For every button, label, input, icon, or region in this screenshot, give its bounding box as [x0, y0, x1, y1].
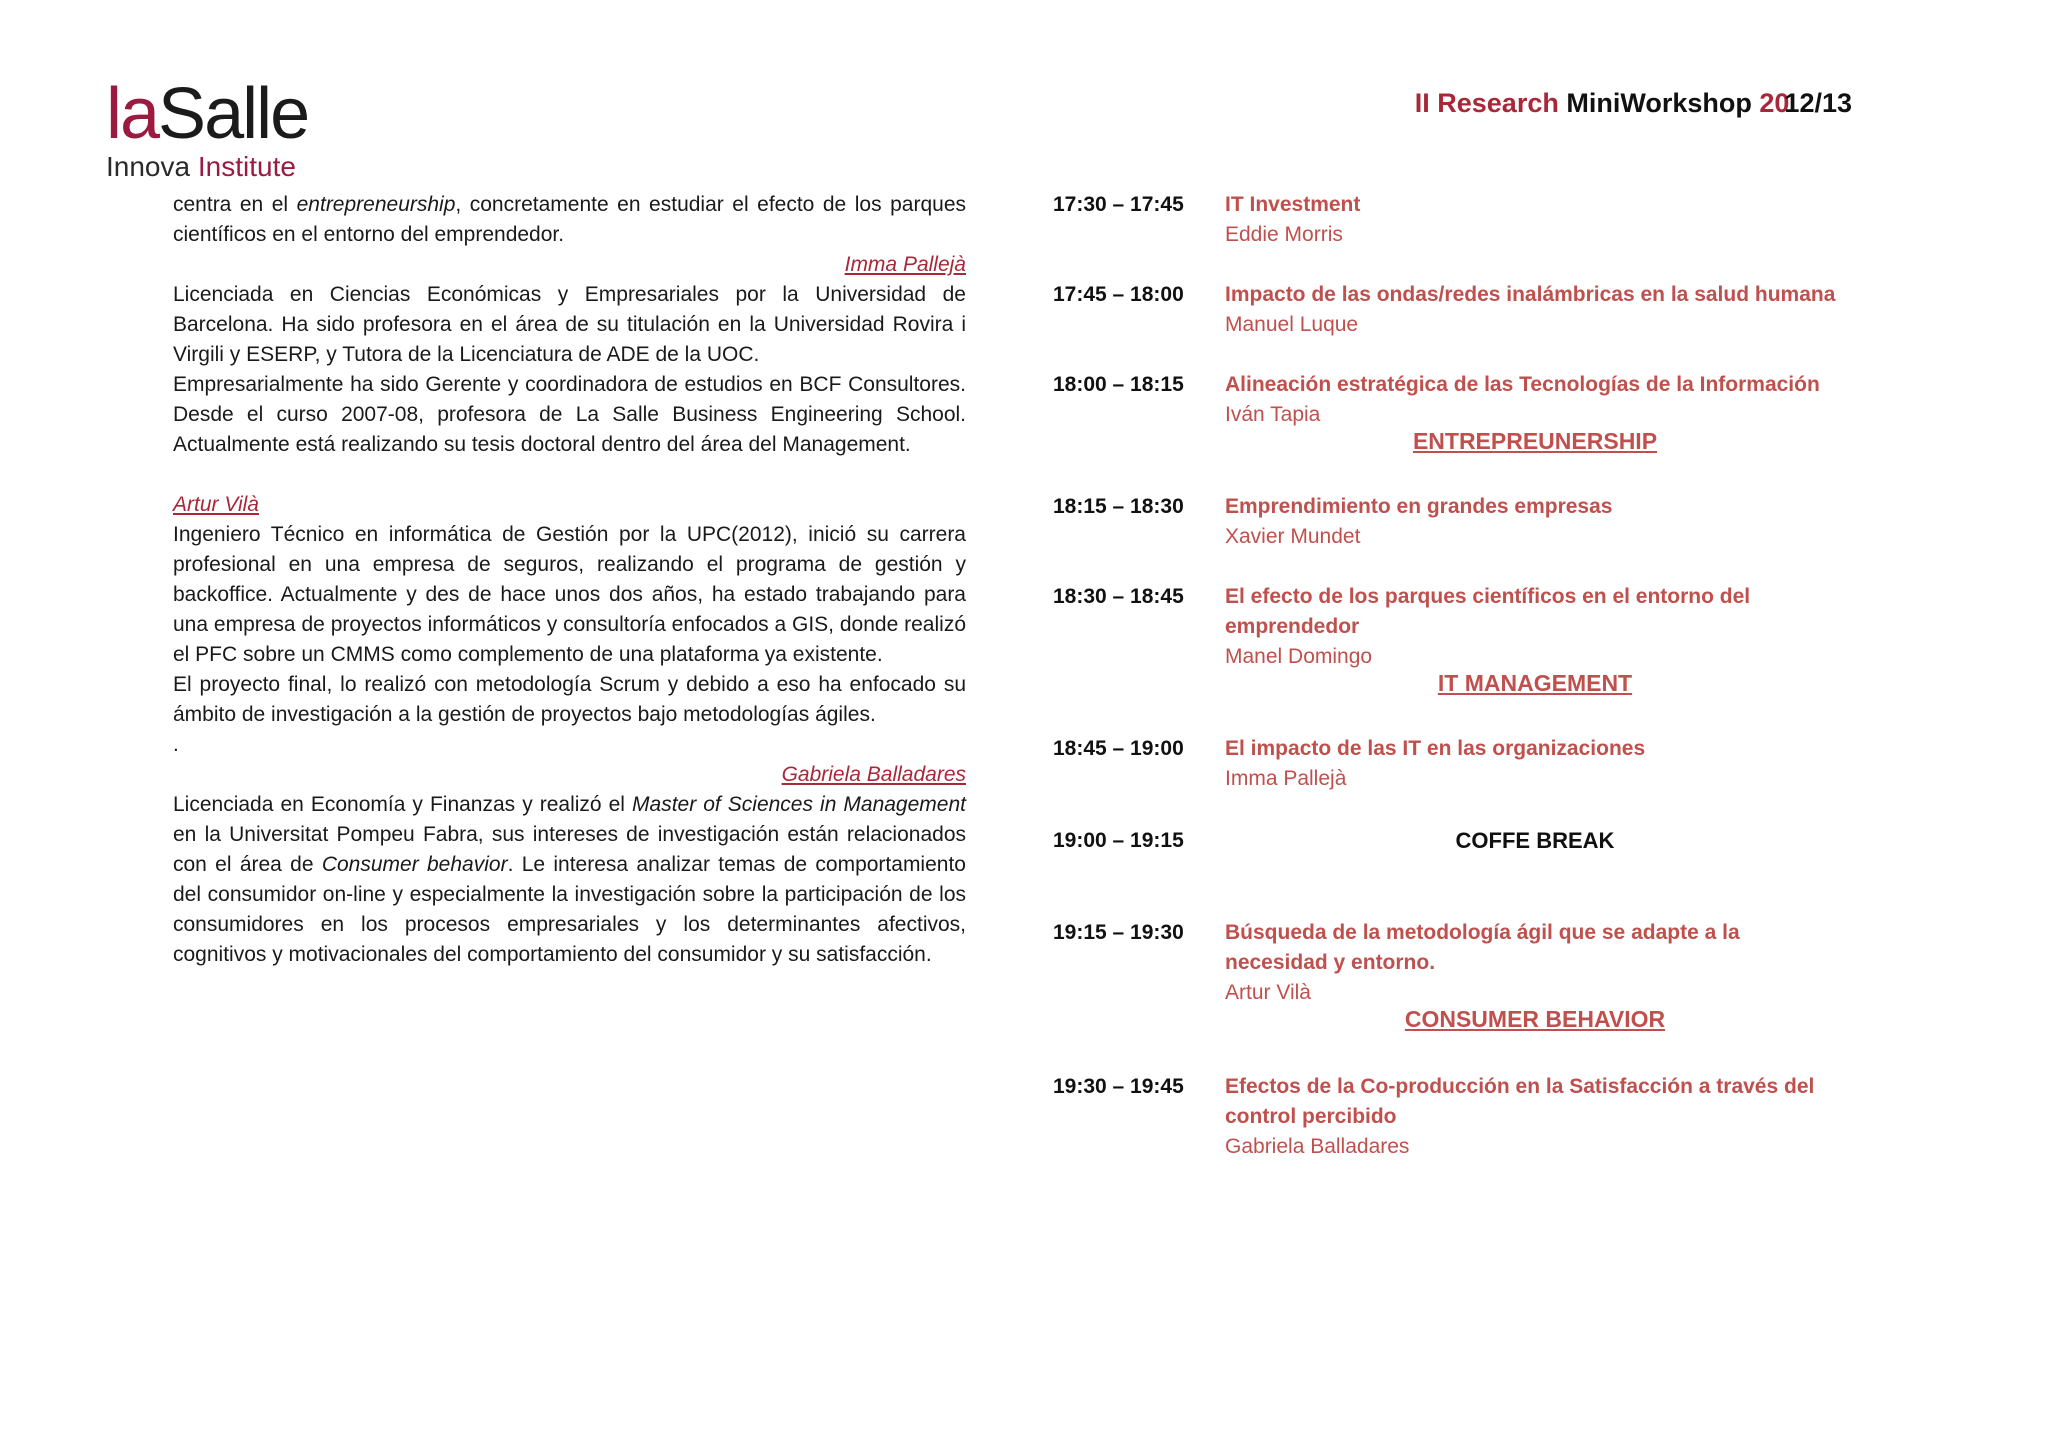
bio-paragraph [173, 790, 966, 970]
bio-text: en la Universitat Pompeu Fabra, sus intereses de investigación están relacionados con el área de [173, 823, 966, 876]
intro-text-1: centra en el [173, 193, 297, 216]
session-speaker: Xavier Mundet [1225, 525, 1361, 548]
bio-emphasis: Consumer behavior [321, 853, 508, 876]
session-time: 19:00 – 19:15 [1053, 829, 1184, 852]
session-title: Impacto de las ondas/redes inalámbricas en la salud humana [1225, 283, 1836, 306]
author-heading-imma [173, 250, 966, 280]
session-title: Búsqueda de la metodología ágil que se adapte a la necesidad y entorno. [1225, 921, 1740, 974]
bio-paragraph: Licenciada en Ciencias Económicas y Empresariales por la Universidad de Barcelona. Ha sido profesora en el área de su titulación en la Universidad Rovira i Virgili y ESERP, y Tutora de la Licenciatura de ADE de la UOC. [173, 283, 966, 366]
session-speaker: Gabriela Balladares [1225, 1135, 1410, 1158]
session-speaker: Eddie Morris [1225, 223, 1343, 246]
bio-text: . Le interesa analizar temas de comportamiento del consumidor on-line y especialmente la investigación sobre la participación de los consumidores en los procesos empresariales y los determinantes afectivos, cognitivos y motivacionales del comportamiento del consumidor y su satisfacción. [173, 853, 966, 966]
section-heading-it-management: IT MANAGEMENT [1437, 670, 1633, 696]
session-time: 17:45 – 18:00 [1053, 283, 1184, 306]
session-title: Efectos de la Co-producción en la Satisfacción a través del control percibido [1225, 1075, 1815, 1128]
section-heading-entrepreneurship: ENTREPREUNERSHIP [1412, 428, 1658, 454]
session-time: 18:30 – 18:45 [1053, 585, 1184, 608]
bio-paragraph: El proyecto final, lo realizó con metodología Scrum y debido a eso ha enfocado su ámbito de investigación a la gestión de proyectos bajo metodologías ágiles. [173, 673, 966, 726]
title-year-a: 20 [1759, 88, 1790, 118]
lasalle-logo [106, 74, 326, 182]
bio-column [173, 190, 966, 970]
title-part2: MiniWorkshop [1566, 88, 1752, 118]
title-year-b: 12/13 [1784, 88, 1852, 118]
author-name: Imma Pallejà [844, 253, 966, 276]
author-heading-gabriela [173, 760, 966, 790]
session-time: 19:15 – 19:30 [1053, 921, 1184, 944]
author-name: Artur Vilà [173, 493, 259, 516]
session-time: 18:00 – 18:15 [1053, 373, 1184, 396]
session-time: 18:45 – 19:00 [1053, 737, 1184, 760]
logo-wordmark [106, 74, 326, 154]
logo-la: la [106, 74, 159, 154]
session-title: El impacto de las IT en las organizaciones [1225, 737, 1646, 760]
session-speaker: Artur Vilà [1225, 981, 1311, 1004]
bio-paragraph: Ingeniero Técnico en informática de Gestión por la UPC(2012), inició su carrera profesional en una empresa de seguros, realizando el programa de gestión y backoffice. Actualmente y des de hace unos dos años, ha estado trabajando para una empresa de proyectos informáticos y consultoría enfocados a GIS, donde realizó el PFC sobre un CMMS como complemento de una plataforma ya existente. [173, 523, 966, 666]
intro-emphasis: entrepreneurship [296, 193, 456, 216]
session-speaker: Manuel Luque [1225, 313, 1359, 336]
coffee-break-label: COFFE BREAK [1455, 828, 1615, 853]
bio-emphasis: Master of Sciences in Management [632, 793, 966, 816]
section-heading-consumer-behavior: CONSUMER BEHAVIOR [1404, 1006, 1666, 1032]
dot-line: . [173, 733, 179, 756]
session-time: 17:30 – 17:45 [1053, 193, 1184, 216]
session-speaker: Iván Tapia [1225, 403, 1321, 426]
logo-subtitle [106, 152, 326, 182]
title-part1: II Research [1414, 88, 1559, 118]
session-title: El efecto de los parques científicos en el entorno del emprendedor [1225, 585, 1751, 638]
session-speaker: Imma Pallejà [1225, 767, 1347, 790]
bio-paragraph: Empresarialmente ha sido Gerente y coordinadora de estudios en BCF Consultores. Desde el curso 2007-08, profesora de La Salle Business Engineering School. Actualmente está realizando su tesis doctoral dentro del área del Management. [173, 373, 966, 456]
session-title: Alineación estratégica de las Tecnologías de la Información [1225, 373, 1820, 396]
session-title: IT Investment [1225, 193, 1361, 216]
session-speaker: Manel Domingo [1225, 645, 1373, 668]
logo-institute: Institute [197, 151, 296, 182]
author-name: Gabriela Balladares [781, 763, 966, 786]
session-time: 19:30 – 19:45 [1053, 1075, 1184, 1098]
session-title: Emprendimiento en grandes empresas [1225, 495, 1613, 518]
intro-paragraph [173, 190, 966, 250]
intro-text-2: , concretamente en estudiar el efecto de los parques científicos en el entorno del emprendedor. [173, 193, 966, 246]
session-time: 18:15 – 18:30 [1053, 495, 1184, 518]
page-title [1415, 88, 1852, 119]
bio-text: Licenciada en Economía y Finanzas y realizó el [173, 793, 633, 816]
logo-innova: Innova [106, 151, 191, 182]
author-heading-artur [173, 490, 966, 520]
logo-salle: Salle [158, 74, 309, 154]
